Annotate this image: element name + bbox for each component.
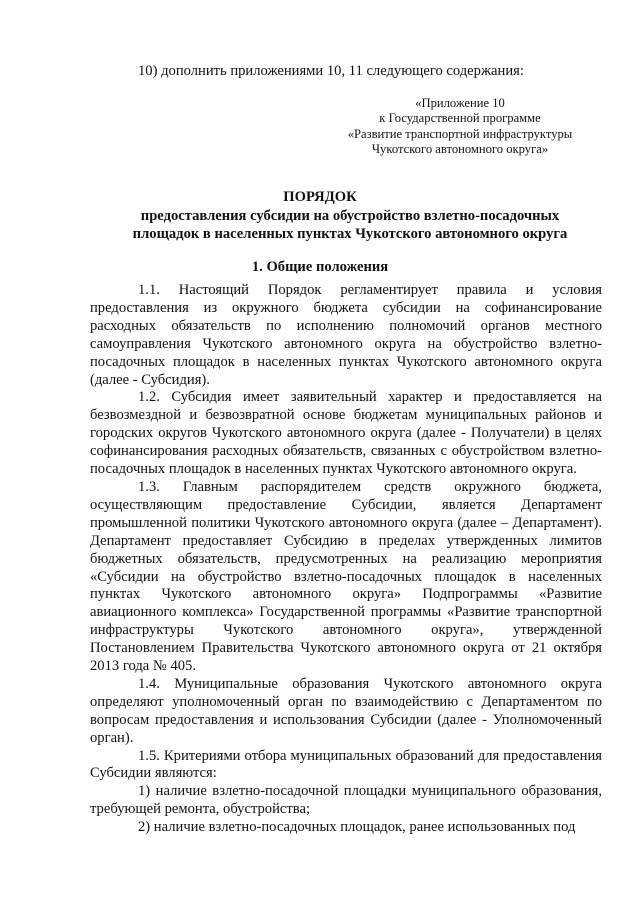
appendix-line-1: «Приложение 10 (415, 96, 505, 110)
appendix-line-3: «Развитие транспортной инфраструктуры (347, 126, 573, 141)
subtitle-line-2: площадок в населенных пунктах Чукотского автономного округа (132, 226, 568, 242)
paragraph-1-1: 1.1. Настоящий Порядок регламентирует правила и условия предоставления из окружного бюджета субсидии на софинансирование расходных обязательств по исполнению полномочий органов местного самоуправления Чукотского автономного округа на обустройство взлетно-посадочных площадок в населенных пунктах Чукотского автономного округа (далее - Субсидия). (90, 282, 602, 388)
subtitle-line-1: предоставления субсидии на обустройство взлетно-посадочных (140, 208, 560, 224)
section-heading: 1. Общие положения (251, 259, 389, 275)
appendix-line-2: к Государственной программе (379, 111, 541, 126)
document-subtitle (100, 207, 600, 243)
criterion-1: 1) наличие взлетно-посадочной площадки муниципального образования, требующей ремонта, обустройства; (90, 783, 602, 818)
paragraph-1-2: 1.2. Субсидия имеет заявительный характер и предоставляется на безвозмездной и безвозвратной основе бюджетам муниципальных районов и городских округов Чукотского автономного округа (далее - Получатели) в целях софинансирования расходных обязательств, связанных с обустройством взлетно-посадочных площадок в населенных пунктах Чукотского автономного округа. (90, 389, 602, 478)
document-body (90, 282, 602, 837)
paragraph-1-3: 1.3. Главным распорядителем средств окружного бюджета, осуществляющим предоставление Субсидии, является Департамент промышленной политики Чукотского автономного округа (далее – Департамент). Департамент предоставляет Субсидию в пределах утвержденных лимитов бюджетных обязательств, предусмотренных на реализацию мероприятия «Субсидии на обустройство взлетно-посадочных площадок в населенных пунктах Чукотского автономного округа» Подпрограммы «Развитие авиационного комплекса» Государственной программы «Развитие транспортной инфраструктуры Чукотского автономного округа», утвержденной Постановлением Правительства Чукотского автономного округа от 21 октября 2013 года № 405. (90, 478, 602, 675)
intro-line: 10) дополнить приложениями 10, 11 следующего содержания: (138, 63, 524, 79)
document-title: ПОРЯДОК (283, 189, 357, 205)
appendix-header (340, 96, 580, 158)
paragraph-1-5: 1.5. Критериями отбора муниципальных образований для предоставления Субсидии являются: (90, 747, 602, 782)
criterion-2: 2) наличие взлетно-посадочных площадок, ранее использованных под (138, 819, 576, 836)
paragraph-1-4: 1.4. Муниципальные образования Чукотского автономного округа определяют уполномоченный орган по взаимодействию с Департаментом по вопросам предоставления и использования Субсидии (далее - Уполномоченный орган). (90, 675, 602, 746)
appendix-line-4: Чукотского автономного округа» (371, 142, 549, 157)
